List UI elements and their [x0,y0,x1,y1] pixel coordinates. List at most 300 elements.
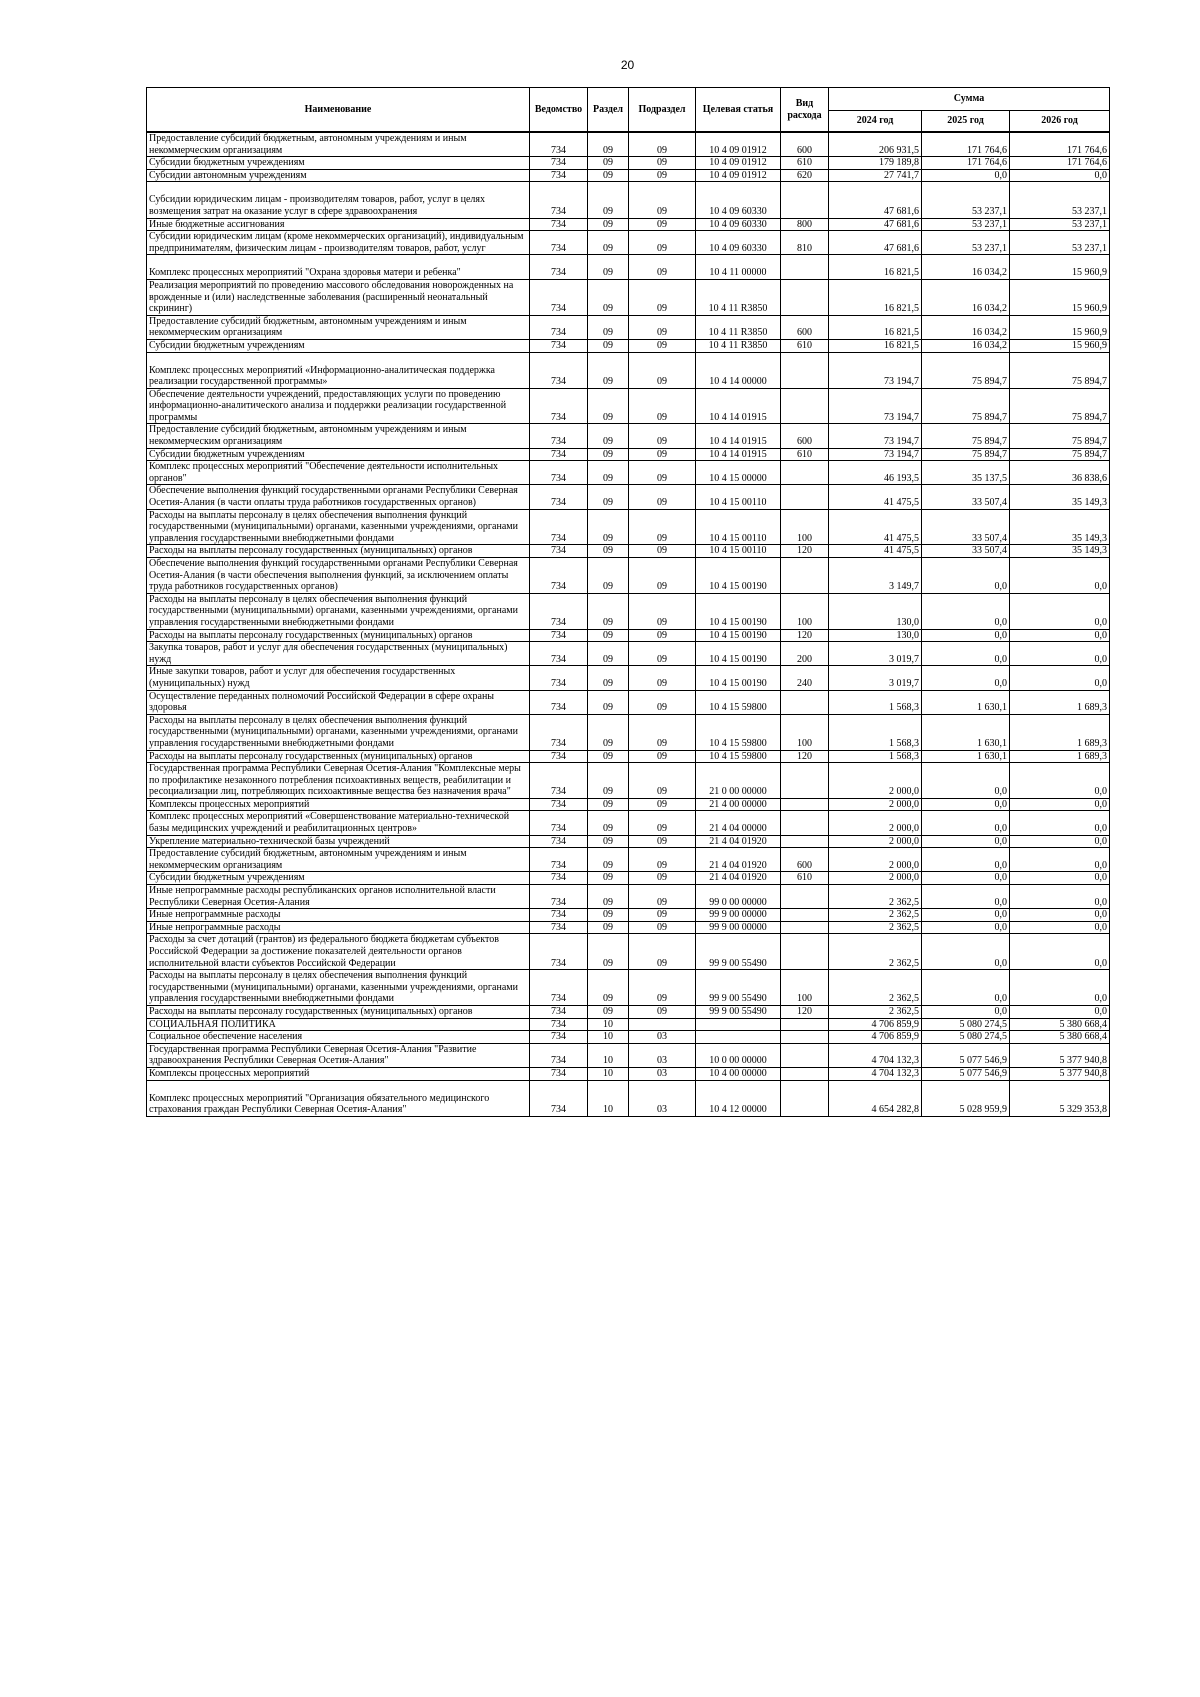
table-row [147,642,1110,666]
row-dept: 734 [530,1005,588,1018]
row-sum-2024: 73 194,7 [829,424,922,448]
row-name: Расходы на выплаты персоналу в целях обеспечения выполнения функций государственными (муниципальными) органами, казенными учреждениями, органами управления государственными внебюджетными фондами [147,970,530,1006]
row-target: 10 4 14 01915 [696,388,781,424]
row-name: Иные непрограммные расходы [147,909,530,922]
row-sum-2024: 2 362,5 [829,885,922,909]
row-sum-2024: 4 706 859,9 [829,1031,922,1044]
row-subsection: 09 [629,750,696,763]
row-sum-2024: 41 475,5 [829,545,922,558]
row-exp-type: 100 [781,509,829,545]
row-sum-2024: 46 193,5 [829,461,922,485]
row-sum-2025: 5 077 546,9 [922,1043,1010,1067]
row-sum-2024: 27 741,7 [829,169,922,182]
row-sum-2024: 41 475,5 [829,485,922,509]
row-target: 10 4 15 59800 [696,714,781,750]
row-name: Расходы на выплаты персоналу в целях обеспечения выполнения функций государственными (муниципальными) органами, казенными учреждениями, органами управления государственными внебюджетными фондами [147,509,530,545]
row-section: 09 [588,921,629,934]
row-name: Расходы на выплаты персоналу государственных (муниципальных) органов [147,750,530,763]
row-exp-type: 120 [781,629,829,642]
row-name: Предоставление субсидий бюджетным, автономным учреждениям и иным некоммерческим организациям [147,315,530,339]
row-sum-2025: 0,0 [922,169,1010,182]
row-subsection: 09 [629,921,696,934]
row-name: Реализация мероприятий по проведению массового обследования новорожденных на врожденные и (или) наследственные заболевания (расширенный неонатальный скрининг) [147,279,530,315]
row-dept: 734 [530,835,588,848]
row-name: Комплексы процессных мероприятий [147,798,530,811]
table-row [147,1080,1110,1116]
table-row [147,798,1110,811]
row-sum-2025: 1 630,1 [922,750,1010,763]
row-dept: 734 [530,798,588,811]
header-target: Целевая статья [696,88,781,133]
row-exp-type [781,763,829,799]
header-name: Наименование [147,88,530,133]
row-sum-2024: 1 568,3 [829,714,922,750]
row-exp-type [781,1043,829,1067]
row-dept: 734 [530,1031,588,1044]
page-number: 20 [620,58,635,72]
row-target: 10 4 14 00000 [696,352,781,388]
row-exp-type: 610 [781,872,829,885]
row-section: 09 [588,545,629,558]
row-subsection: 09 [629,558,696,594]
row-sum-2026: 0,0 [1010,934,1110,970]
row-sum-2026: 75 894,7 [1010,424,1110,448]
row-section: 09 [588,690,629,714]
row-name: Комплекс процессных мероприятий "Обеспечение деятельности исполнительных органов" [147,461,530,485]
table-row [147,629,1110,642]
row-sum-2024: 16 821,5 [829,279,922,315]
row-exp-type [781,1080,829,1116]
row-subsection: 09 [629,909,696,922]
table-row [147,279,1110,315]
row-dept: 734 [530,1018,588,1031]
row-section: 09 [588,885,629,909]
row-dept: 734 [530,558,588,594]
row-section: 09 [588,835,629,848]
row-subsection: 09 [629,872,696,885]
row-exp-type [781,1031,829,1044]
row-sum-2025: 0,0 [922,835,1010,848]
row-sum-2026: 1 689,3 [1010,690,1110,714]
row-target: 10 0 00 00000 [696,1043,781,1067]
row-exp-type: 600 [781,848,829,872]
row-subsection: 09 [629,339,696,352]
row-name: Государственная программа Республики Северная Осетия-Алания "Комплексные меры по профилактике незаконного потребления психоактивных веществ, реабилитации и ресоциализации лиц, потребляющих психоактивные вещества без назначения врача" [147,763,530,799]
row-sum-2025: 1 630,1 [922,690,1010,714]
table-row [147,593,1110,629]
row-sum-2025: 75 894,7 [922,448,1010,461]
row-sum-2024: 2 362,5 [829,934,922,970]
row-sum-2026: 15 960,9 [1010,315,1110,339]
table-row [147,545,1110,558]
row-sum-2026: 0,0 [1010,798,1110,811]
row-sum-2025: 0,0 [922,666,1010,690]
row-subsection: 09 [629,545,696,558]
row-sum-2024: 4 704 132,3 [829,1067,922,1080]
row-sum-2025: 5 028 959,9 [922,1080,1010,1116]
row-sum-2026: 0,0 [1010,642,1110,666]
row-sum-2025: 16 034,2 [922,339,1010,352]
row-name: Расходы на выплаты персоналу государственных (муниципальных) органов [147,1005,530,1018]
row-subsection: 09 [629,666,696,690]
row-target: 99 9 00 55490 [696,970,781,1006]
row-sum-2024: 130,0 [829,593,922,629]
row-sum-2026: 0,0 [1010,558,1110,594]
row-sum-2025: 0,0 [922,970,1010,1006]
row-section: 09 [588,315,629,339]
row-name: Комплекс процессных мероприятий "Организация обязательного медицинского страхования граждан Республики Северная Осетия-Алания" [147,1080,530,1116]
row-section: 09 [588,1005,629,1018]
table-row [147,835,1110,848]
row-sum-2025: 171 764,6 [922,132,1010,157]
row-exp-type: 240 [781,666,829,690]
row-exp-type: 600 [781,315,829,339]
row-target: 10 4 15 00110 [696,545,781,558]
row-sum-2025: 0,0 [922,848,1010,872]
row-exp-type: 610 [781,339,829,352]
row-sum-2025: 0,0 [922,642,1010,666]
row-sum-2024: 47 681,6 [829,231,922,255]
row-sum-2026: 0,0 [1010,666,1110,690]
row-name: Комплекс процессных мероприятий "Охрана здоровья матери и ребенка" [147,255,530,280]
row-subsection: 09 [629,509,696,545]
row-section: 09 [588,339,629,352]
row-dept: 734 [530,231,588,255]
row-sum-2025: 0,0 [922,593,1010,629]
row-exp-type: 600 [781,132,829,157]
row-name: Осуществление переданных полномочий Российской Федерации в сфере охраны здоровья [147,690,530,714]
row-sum-2026: 75 894,7 [1010,448,1110,461]
row-sum-2026: 75 894,7 [1010,388,1110,424]
header-subsection: Подраздел [629,88,696,133]
row-exp-type [781,1067,829,1080]
row-target: 21 4 04 00000 [696,811,781,835]
row-subsection: 09 [629,848,696,872]
row-exp-type: 800 [781,218,829,231]
row-dept: 734 [530,218,588,231]
row-name: Иные непрограммные расходы [147,921,530,934]
row-target: 21 4 04 01920 [696,872,781,885]
row-name: Расходы на выплаты персоналу государственных (муниципальных) органов [147,629,530,642]
row-sum-2025: 0,0 [922,909,1010,922]
row-subsection: 09 [629,811,696,835]
row-sum-2024: 206 931,5 [829,132,922,157]
row-subsection: 09 [629,593,696,629]
row-dept: 734 [530,593,588,629]
row-target: 10 4 14 01915 [696,448,781,461]
row-exp-type [781,921,829,934]
row-dept: 734 [530,352,588,388]
row-section: 09 [588,182,629,218]
row-name: Субсидии бюджетным учреждениям [147,448,530,461]
row-section: 09 [588,811,629,835]
row-section: 09 [588,666,629,690]
row-target: 10 4 15 00190 [696,629,781,642]
row-sum-2025: 0,0 [922,558,1010,594]
row-exp-type: 100 [781,970,829,1006]
row-name: Расходы за счет дотаций (грантов) из федерального бюджета бюджетам субъектов Российской Федерации за достижение показателей деятельности органов исполнительной власти субъектов Российской Федерации [147,934,530,970]
row-section: 09 [588,763,629,799]
row-name: СОЦИАЛЬНАЯ ПОЛИТИКА [147,1018,530,1031]
row-sum-2024: 1 568,3 [829,690,922,714]
table-row [147,485,1110,509]
row-target: 21 4 04 01920 [696,848,781,872]
row-sum-2024: 2 000,0 [829,811,922,835]
row-sum-2025: 1 630,1 [922,714,1010,750]
row-subsection: 09 [629,157,696,170]
row-sum-2026: 75 894,7 [1010,352,1110,388]
row-sum-2024: 1 568,3 [829,750,922,763]
row-section: 09 [588,485,629,509]
row-name: Предоставление субсидий бюджетным, автономным учреждениям и иным некоммерческим организациям [147,132,530,157]
row-name: Субсидии автономным учреждениям [147,169,530,182]
row-exp-type [781,485,829,509]
table-row [147,1043,1110,1067]
row-target: 10 4 09 60330 [696,182,781,218]
row-target: 10 4 15 00190 [696,558,781,594]
row-exp-type: 120 [781,1005,829,1018]
table-row [147,714,1110,750]
row-sum-2026: 5 329 353,8 [1010,1080,1110,1116]
row-dept: 734 [530,279,588,315]
row-sum-2025: 16 034,2 [922,255,1010,280]
row-dept: 734 [530,545,588,558]
row-target: 21 0 00 00000 [696,763,781,799]
row-dept: 734 [530,848,588,872]
row-exp-type [781,461,829,485]
row-dept: 734 [530,921,588,934]
row-sum-2025: 171 764,6 [922,157,1010,170]
row-dept: 734 [530,811,588,835]
table-row [147,666,1110,690]
table-row [147,424,1110,448]
row-dept: 734 [530,182,588,218]
row-dept: 734 [530,509,588,545]
row-sum-2025: 0,0 [922,872,1010,885]
row-target: 21 4 04 01920 [696,835,781,848]
row-section: 09 [588,872,629,885]
table-row [147,231,1110,255]
row-name: Субсидии бюджетным учреждениям [147,872,530,885]
row-sum-2026: 0,0 [1010,629,1110,642]
row-subsection: 09 [629,690,696,714]
row-subsection: 09 [629,315,696,339]
row-sum-2024: 3 019,7 [829,666,922,690]
row-target: 10 4 09 01912 [696,157,781,170]
row-sum-2024: 73 194,7 [829,448,922,461]
row-subsection: 09 [629,885,696,909]
row-sum-2024: 3 149,7 [829,558,922,594]
row-sum-2024: 4 654 282,8 [829,1080,922,1116]
row-exp-type: 120 [781,545,829,558]
row-sum-2024: 47 681,6 [829,182,922,218]
row-name: Обеспечение деятельности учреждений, предоставляющих услуги по проведению информационно-аналитического анализа и поддержки реализации государственной программы [147,388,530,424]
row-exp-type [781,811,829,835]
row-subsection: 09 [629,132,696,157]
row-subsection: 09 [629,352,696,388]
row-sum-2025: 33 507,4 [922,545,1010,558]
row-section: 09 [588,169,629,182]
row-sum-2026: 35 149,3 [1010,545,1110,558]
row-sum-2024: 73 194,7 [829,352,922,388]
row-sum-2024: 16 821,5 [829,255,922,280]
row-sum-2024: 2 000,0 [829,835,922,848]
row-target: 10 4 09 60330 [696,231,781,255]
row-exp-type: 610 [781,157,829,170]
row-dept: 734 [530,970,588,1006]
row-sum-2026: 53 237,1 [1010,231,1110,255]
row-target: 10 4 15 00190 [696,666,781,690]
row-section: 09 [588,132,629,157]
row-sum-2026: 0,0 [1010,848,1110,872]
row-sum-2025: 16 034,2 [922,315,1010,339]
row-target: 10 4 11 R3850 [696,315,781,339]
table-row [147,1005,1110,1018]
row-sum-2025: 0,0 [922,1005,1010,1018]
row-sum-2026: 1 689,3 [1010,714,1110,750]
row-subsection: 09 [629,714,696,750]
row-target: 10 4 15 00110 [696,509,781,545]
row-name: Расходы на выплаты персоналу в целях обеспечения выполнения функций государственными (муниципальными) органами, казенными учреждениями, органами управления государственными внебюджетными фондами [147,714,530,750]
table-row [147,315,1110,339]
row-sum-2024: 2 000,0 [829,763,922,799]
header-2026: 2026 год [1010,111,1110,133]
row-name: Укрепление материально-технической базы учреждений [147,835,530,848]
row-sum-2026: 0,0 [1010,169,1110,182]
row-name: Государственная программа Республики Северная Осетия-Алания "Развитие здравоохранения Республики Северная Осетия-Алания" [147,1043,530,1067]
row-sum-2026: 0,0 [1010,885,1110,909]
row-subsection: 09 [629,642,696,666]
row-section: 09 [588,909,629,922]
row-section: 10 [588,1080,629,1116]
row-name: Расходы на выплаты персоналу в целях обеспечения выполнения функций государственными (муниципальными) органами, казенными учреждениями, органами управления государственными внебюджетными фондами [147,593,530,629]
row-subsection: 03 [629,1080,696,1116]
table-row [147,132,1110,157]
row-target: 10 4 12 00000 [696,1080,781,1116]
table-body [147,132,1110,1116]
table-row [147,339,1110,352]
header-section: Раздел [588,88,629,133]
row-name: Комплекс процессных мероприятий «Информационно-аналитическая поддержка реализации государственной программы» [147,352,530,388]
row-name: Иные бюджетные ассигнования [147,218,530,231]
row-sum-2024: 3 019,7 [829,642,922,666]
row-sum-2025: 33 507,4 [922,509,1010,545]
row-subsection: 09 [629,835,696,848]
header-sum: Сумма [829,88,1110,111]
row-name: Субсидии бюджетным учреждениям [147,339,530,352]
row-dept: 734 [530,157,588,170]
table-row [147,1018,1110,1031]
row-name: Иные закупки товаров, работ и услуг для обеспечения государственных (муниципальных) нужд [147,666,530,690]
row-target: 99 9 00 55490 [696,934,781,970]
row-section: 09 [588,750,629,763]
row-sum-2024: 130,0 [829,629,922,642]
row-target: 10 4 14 01915 [696,424,781,448]
row-dept: 734 [530,132,588,157]
table-row [147,169,1110,182]
row-sum-2026: 171 764,6 [1010,132,1110,157]
row-sum-2024: 47 681,6 [829,218,922,231]
row-dept: 734 [530,642,588,666]
table-header [147,88,1110,133]
row-target: 10 4 11 R3850 [696,279,781,315]
row-section: 09 [588,279,629,315]
row-subsection: 09 [629,934,696,970]
row-exp-type [781,909,829,922]
table-row [147,157,1110,170]
row-sum-2026: 35 149,3 [1010,485,1110,509]
table-row [147,690,1110,714]
row-sum-2024: 2 000,0 [829,872,922,885]
row-sum-2026: 0,0 [1010,970,1110,1006]
row-name: Предоставление субсидий бюджетным, автономным учреждениям и иным некоммерческим организациям [147,424,530,448]
row-name: Субсидии юридическим лицам (кроме некоммерческих организаций), индивидуальным предпринимателям, физическим лицам - производителям товаров, работ, услуг [147,231,530,255]
row-sum-2025: 5 080 274,5 [922,1031,1010,1044]
row-sum-2025: 35 137,5 [922,461,1010,485]
row-section: 09 [588,714,629,750]
row-target: 21 4 00 00000 [696,798,781,811]
row-exp-type: 810 [781,231,829,255]
row-target: 10 4 11 00000 [696,255,781,280]
row-sum-2025: 0,0 [922,763,1010,799]
row-target: 10 4 00 00000 [696,1067,781,1080]
row-exp-type: 100 [781,593,829,629]
row-dept: 734 [530,448,588,461]
row-target: 10 4 15 00000 [696,461,781,485]
row-sum-2024: 73 194,7 [829,388,922,424]
row-exp-type [781,558,829,594]
row-target: 99 9 00 55490 [696,1005,781,1018]
row-sum-2026: 1 689,3 [1010,750,1110,763]
row-sum-2026: 15 960,9 [1010,339,1110,352]
row-dept: 734 [530,1067,588,1080]
row-exp-type [781,1018,829,1031]
row-target: 10 4 15 59800 [696,750,781,763]
row-section: 09 [588,593,629,629]
row-dept: 734 [530,388,588,424]
row-sum-2024: 2 362,5 [829,921,922,934]
row-sum-2024: 2 000,0 [829,798,922,811]
row-target: 99 9 00 00000 [696,921,781,934]
header-2024: 2024 год [829,111,922,133]
row-dept: 734 [530,690,588,714]
row-section: 09 [588,448,629,461]
table-row [147,921,1110,934]
row-sum-2026: 0,0 [1010,872,1110,885]
row-target [696,1031,781,1044]
row-exp-type [781,279,829,315]
row-sum-2025: 75 894,7 [922,388,1010,424]
row-target: 99 9 00 00000 [696,909,781,922]
row-subsection: 09 [629,231,696,255]
row-subsection: 09 [629,970,696,1006]
row-sum-2026: 35 149,3 [1010,509,1110,545]
row-dept: 734 [530,485,588,509]
row-sum-2025: 53 237,1 [922,182,1010,218]
row-sum-2026: 0,0 [1010,1005,1110,1018]
row-name: Закупка товаров, работ и услуг для обеспечения государственных (муниципальных) нужд [147,642,530,666]
row-dept: 734 [530,339,588,352]
row-sum-2026: 0,0 [1010,763,1110,799]
row-dept: 734 [530,872,588,885]
row-section: 09 [588,255,629,280]
row-dept: 734 [530,1080,588,1116]
row-sum-2026: 0,0 [1010,811,1110,835]
row-section: 09 [588,848,629,872]
row-subsection: 03 [629,1043,696,1067]
row-name: Обеспечение выполнения функций государственными органами Республики Северная Осетия-Алания (в части оплаты труда работников государственных органов) [147,485,530,509]
row-subsection: 09 [629,485,696,509]
